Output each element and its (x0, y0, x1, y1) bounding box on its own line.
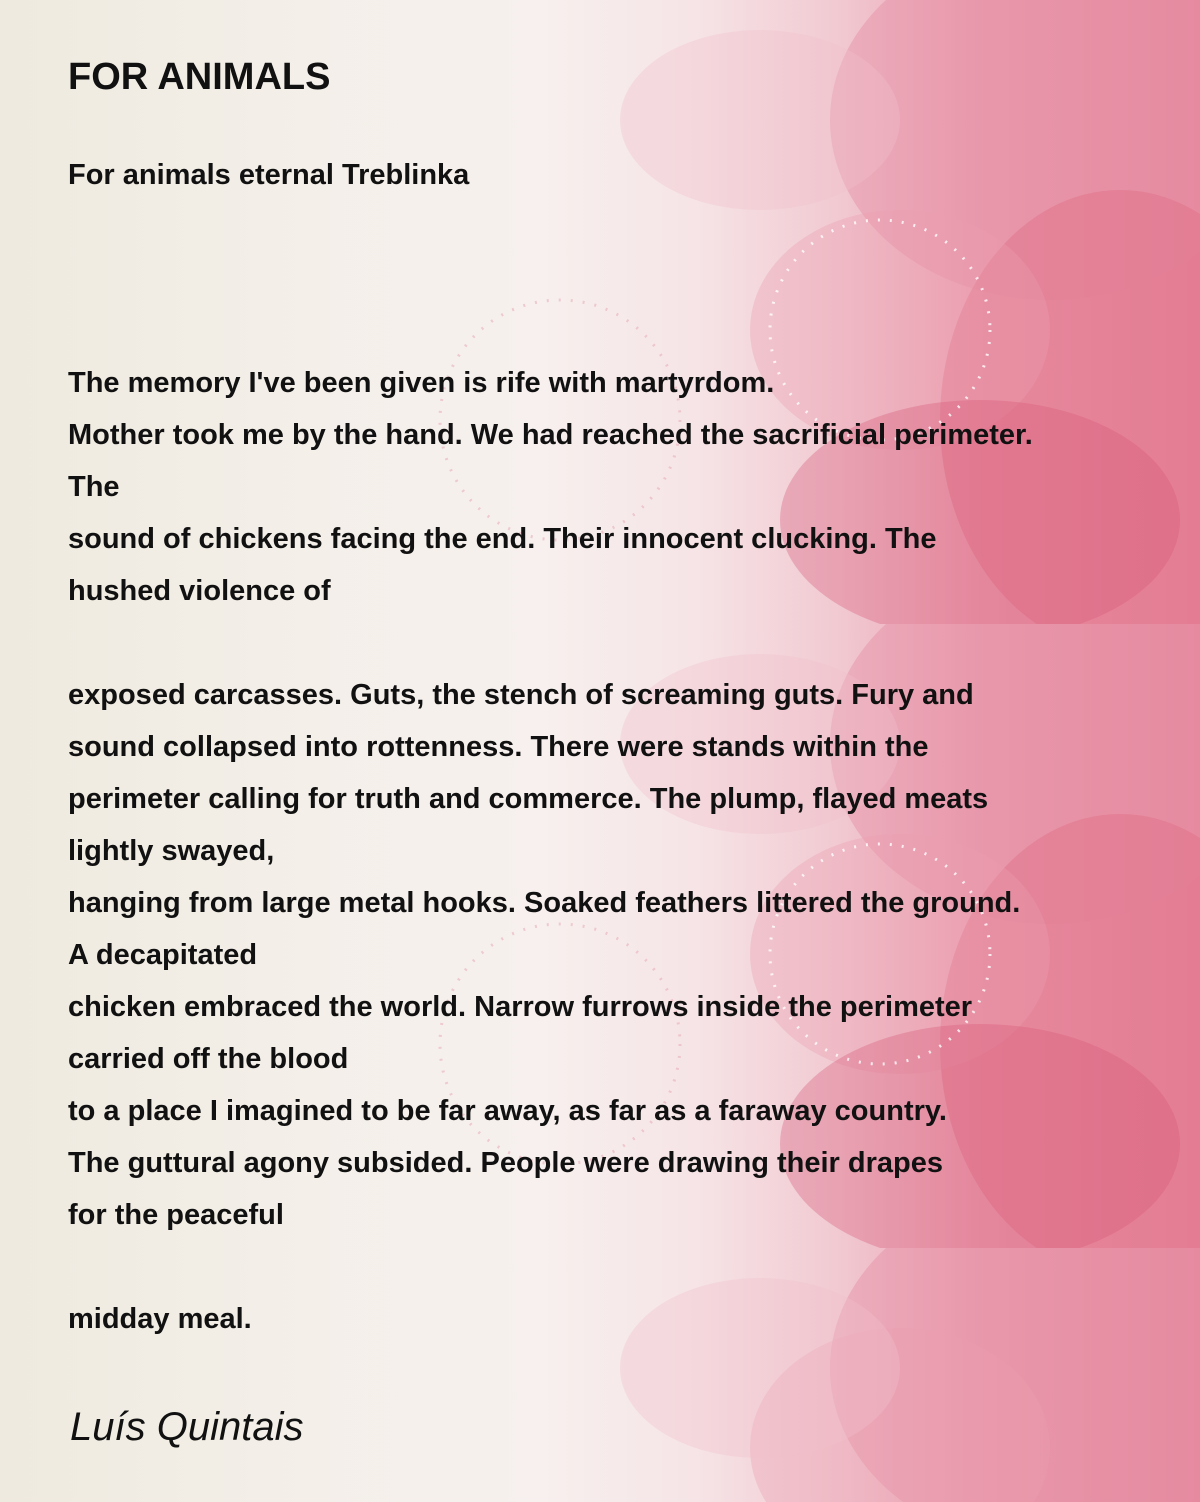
poem-line: carried off the blood (68, 1043, 349, 1075)
floral-background-band-bottom (0, 1248, 1200, 1502)
poem-author: Luís Quintais (70, 1405, 304, 1449)
poem-line: lightly swayed, (68, 835, 275, 867)
poem-line: midday meal. (68, 1303, 252, 1335)
poem-line: A decapitated (68, 939, 258, 971)
poem-line: hanging from large metal hooks. Soaked feathers littered the ground. (68, 887, 1021, 919)
poem-line: Mother took me by the hand. We had reached the sacrificial perimeter. (68, 419, 1033, 451)
poem-line: The guttural agony subsided. People were drawing their drapes (68, 1147, 943, 1179)
poem-line: to a place I imagined to be far away, as far as a faraway country. (68, 1095, 947, 1127)
poem-subtitle: For animals eternal Treblinka (68, 159, 470, 191)
poem-line: exposed carcasses. Guts, the stench of screaming guts. Fury and (68, 679, 974, 711)
poem-title: FOR ANIMALS (68, 56, 331, 98)
poem-line: sound of chickens facing the end. Their innocent clucking. The (68, 523, 937, 555)
poem-line: for the peaceful (68, 1199, 284, 1231)
poem-line: sound collapsed into rottenness. There were stands within the (68, 731, 929, 763)
poem-line: The memory I've been given is rife with martyrdom. (68, 367, 775, 399)
poem-line: chicken embraced the world. Narrow furrows inside the perimeter (68, 991, 973, 1023)
poem-line: The (68, 471, 120, 503)
floral-pattern-icon (0, 1248, 1200, 1502)
poem-line: hushed violence of (68, 575, 331, 607)
poem-line: perimeter calling for truth and commerce. The plump, flayed meats (68, 783, 989, 815)
